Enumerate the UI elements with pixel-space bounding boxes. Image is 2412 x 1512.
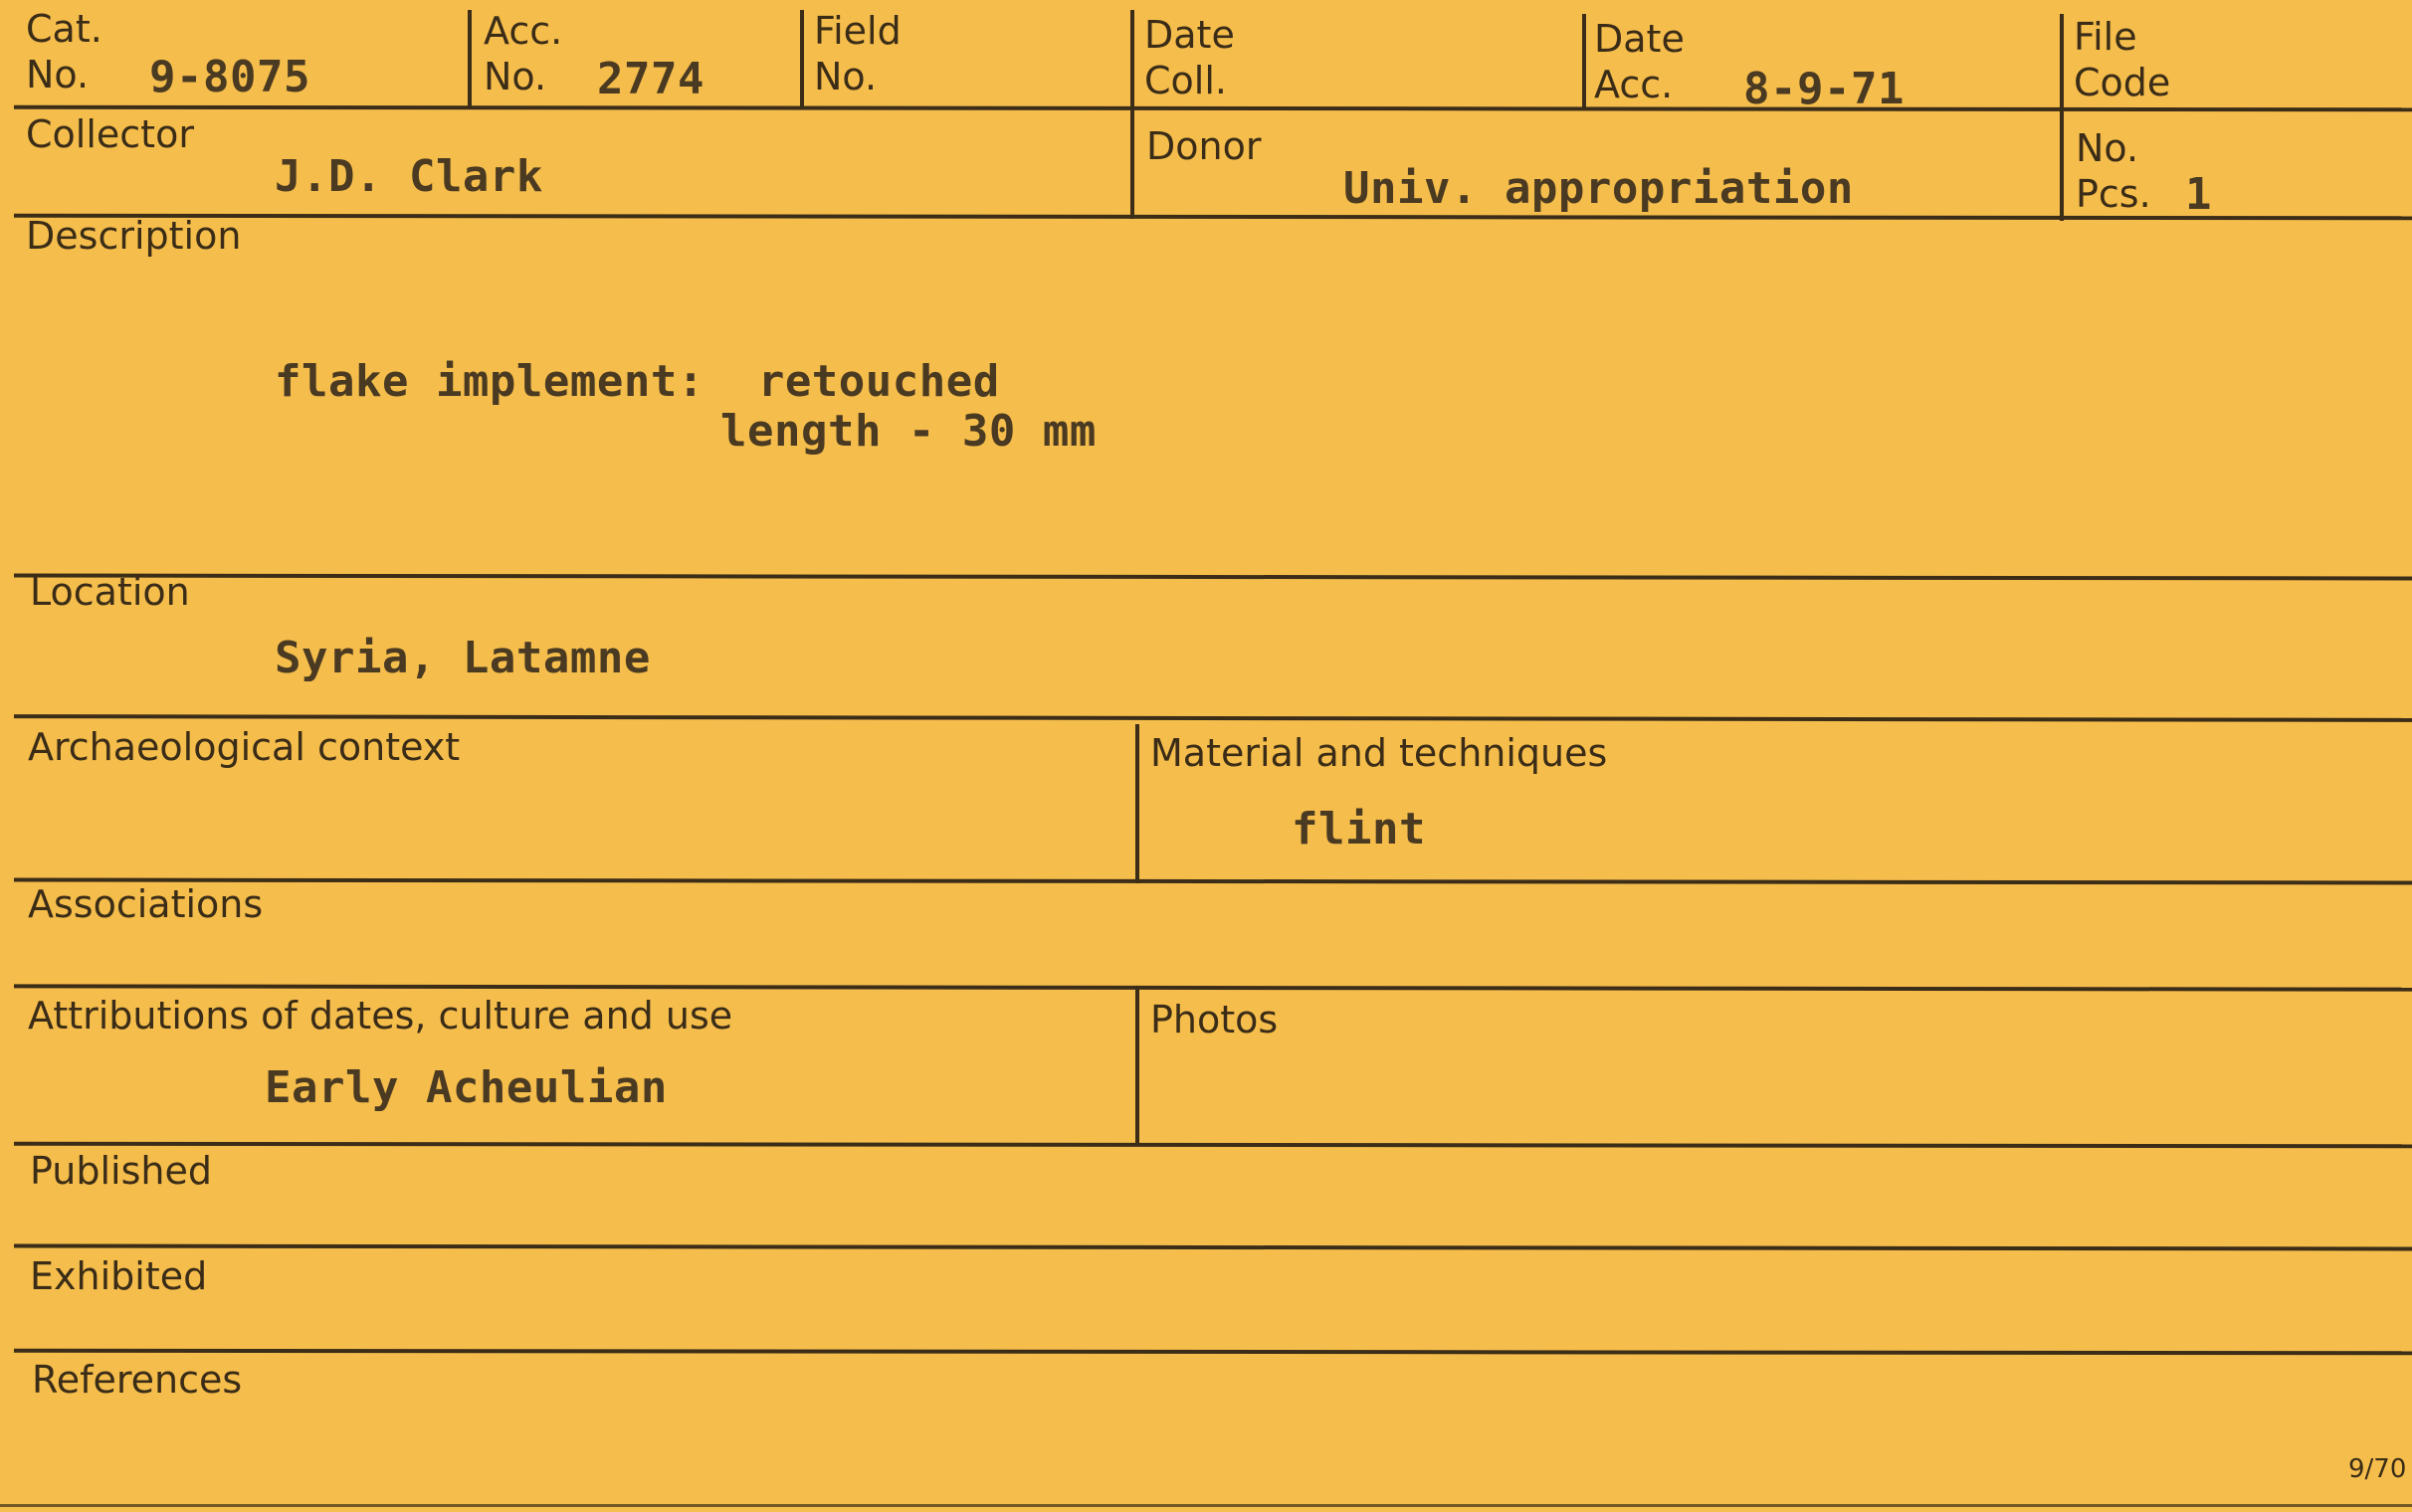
- rule-v-dateacc: [2060, 14, 2064, 221]
- cat-label: Cat. No.: [26, 7, 102, 97]
- exhibited-label: Exhibited: [30, 1254, 208, 1298]
- rule-context-bottom: [14, 878, 2412, 885]
- rule-v-cat: [468, 10, 472, 108]
- location-value: Syria, Latamne: [275, 633, 651, 683]
- attributions-value: Early Acheulian: [265, 1062, 668, 1113]
- archaeological-context-label: Archaeological context: [28, 725, 461, 769]
- acc-number-value: 2774: [597, 54, 704, 104]
- rule-header-bottom: [14, 105, 2412, 112]
- form-code: 9/70: [2348, 1454, 2407, 1484]
- collector-label: Collector: [26, 112, 194, 156]
- rule-card-bottom: [0, 1504, 2412, 1507]
- field-label: Field No.: [814, 9, 902, 99]
- photos-label: Photos: [1150, 998, 1279, 1041]
- collector-value: J.D. Clark: [275, 151, 543, 202]
- rule-v-field: [1130, 10, 1134, 219]
- donor-label: Donor: [1146, 124, 1262, 168]
- rule-attributions-bottom: [14, 1142, 2412, 1149]
- rule-collector-bottom: [14, 214, 2412, 221]
- rule-associations-bottom: [14, 984, 2412, 991]
- donor-value: Univ. appropriation: [1343, 163, 1854, 214]
- material-techniques-label: Material and techniques: [1150, 731, 1608, 775]
- rule-published-bottom: [14, 1244, 2412, 1251]
- attributions-label: Attributions of dates, culture and use: [28, 994, 733, 1038]
- date-acc-value: 8-9-71: [1743, 64, 1905, 114]
- rule-v-acc: [800, 10, 804, 108]
- pieces-value: 1: [2185, 169, 2212, 220]
- rule-exhibited-bottom: [14, 1349, 2412, 1356]
- references-label: References: [32, 1358, 243, 1402]
- acc-label: Acc. No.: [484, 9, 563, 99]
- date-coll-label: Date Coll.: [1144, 13, 1235, 103]
- file-code-label: File Code: [2074, 15, 2171, 105]
- rule-v-attributions: [1135, 989, 1139, 1146]
- description-label: Description: [26, 214, 242, 258]
- published-label: Published: [30, 1149, 212, 1193]
- associations-label: Associations: [28, 882, 264, 926]
- description-line-1: flake implement: retouched: [275, 356, 1000, 407]
- material-value: flint: [1292, 804, 1426, 854]
- cat-number-value: 9-8075: [149, 52, 310, 102]
- rule-location-bottom: [14, 714, 2412, 722]
- rule-v-context: [1135, 724, 1139, 883]
- description-line-2: length - 30 mm: [720, 406, 1097, 457]
- rule-description-bottom: [14, 574, 2412, 581]
- location-label: Location: [30, 570, 190, 614]
- pieces-label: No. Pcs.: [2076, 126, 2151, 217]
- rule-v-datecoll: [1582, 14, 1586, 109]
- date-acc-label: Date Acc.: [1594, 17, 1685, 107]
